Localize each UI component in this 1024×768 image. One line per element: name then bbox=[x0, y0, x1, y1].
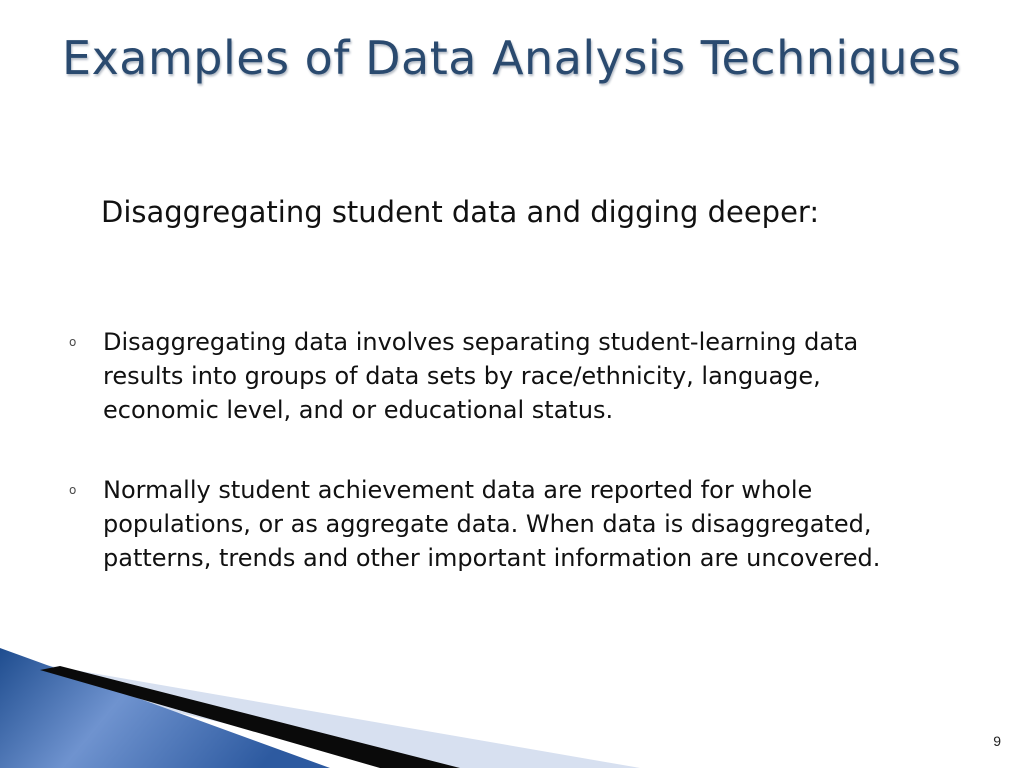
slide-title: Examples of Data Analysis Techniques bbox=[62, 31, 962, 85]
bullet-marker-icon: o bbox=[69, 335, 77, 349]
bullet-item bbox=[0, 473, 923, 575]
slide-subheading: Disaggregating student data and digging deeper: bbox=[101, 195, 820, 229]
page-number: 9 bbox=[993, 733, 1001, 749]
bullet-item bbox=[0, 325, 923, 427]
bullet-text: Normally student achievement data are reported for whole populations, or as aggregate data. When data is disaggregated, patterns, trends and other important information are uncovered. bbox=[103, 476, 881, 572]
bullet-list bbox=[0, 325, 1024, 621]
bullet-text: Disaggregating data involves separating student-learning data results into groups of data sets by race/ethnicity, language, economic level, and or educational status. bbox=[103, 328, 859, 424]
decorative-swoosh bbox=[0, 640, 640, 768]
bullet-marker-icon: o bbox=[69, 483, 77, 497]
